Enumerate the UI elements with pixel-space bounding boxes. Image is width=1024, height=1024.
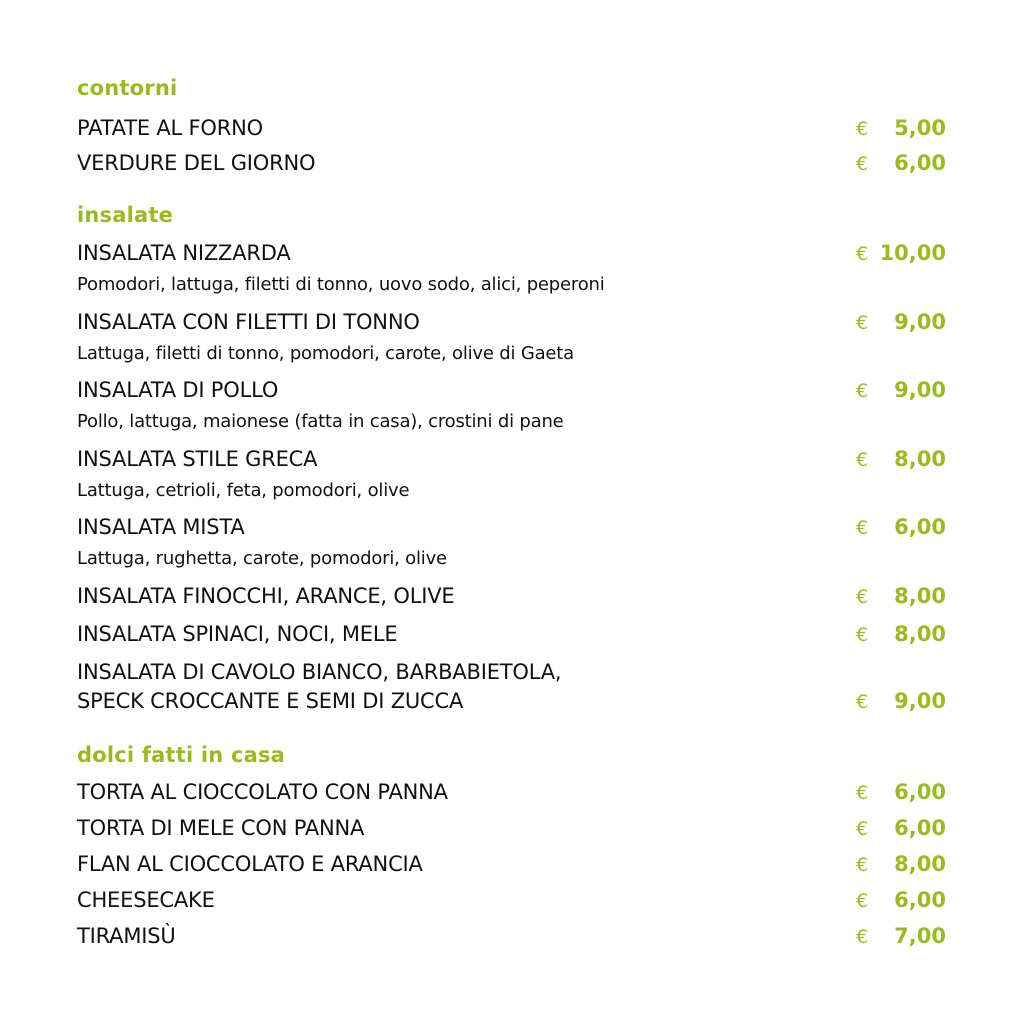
menu-item-name: INSALATA STILE GRECA <box>77 447 318 471</box>
menu-item-price <box>852 150 946 176</box>
menu-item-name-line-2: SPECK CROCCANTE E SEMI DI ZUCCA <box>77 689 464 713</box>
menu-item-description: Lattuga, rughetta, carote, pomodori, olive <box>77 548 447 569</box>
menu-item-name: INSALATA MISTA <box>77 515 245 539</box>
menu-item-name: INSALATA SPINACI, NOCI, MELE <box>77 622 398 646</box>
menu-item-description: Pomodori, lattuga, filetti di tonno, uovo sodo, alici, peperoni <box>77 274 605 295</box>
euro-sign: € <box>856 312 869 334</box>
menu-item-name-line-1: INSALATA DI CAVOLO BIANCO, BARBABIETOLA, <box>77 660 562 684</box>
menu-item-price <box>852 240 946 266</box>
euro-sign: € <box>856 691 869 713</box>
menu-item-price <box>852 514 946 540</box>
euro-sign: € <box>856 890 869 912</box>
price-amount: 5,00 <box>894 116 946 140</box>
menu-item-description: Pollo, lattuga, maionese (fatta in casa), crostini di pane <box>77 411 564 432</box>
euro-sign: € <box>856 854 869 876</box>
menu-item-name: PATATE AL FORNO <box>77 116 263 140</box>
euro-sign: € <box>856 926 869 948</box>
section-heading-contorni: contorni <box>77 76 178 100</box>
menu-item-price <box>852 887 946 913</box>
euro-sign: € <box>856 118 869 140</box>
menu-item-name: INSALATA FINOCCHI, ARANCE, OLIVE <box>77 584 455 608</box>
menu-item-price <box>852 923 946 949</box>
menu-item-price <box>852 851 946 877</box>
menu-item-name: TORTA AL CIOCCOLATO CON PANNA <box>77 780 448 804</box>
euro-sign: € <box>856 517 869 539</box>
menu-item-price <box>852 621 946 647</box>
price-amount: 8,00 <box>894 622 946 646</box>
euro-sign: € <box>856 586 869 608</box>
euro-sign: € <box>856 449 869 471</box>
menu-item-name: CHEESECAKE <box>77 888 215 912</box>
price-amount: 6,00 <box>894 151 946 175</box>
price-amount: 10,00 <box>879 241 946 265</box>
menu-item-description: Lattuga, filetti di tonno, pomodori, carote, olive di Gaeta <box>77 343 574 364</box>
price-amount: 6,00 <box>894 816 946 840</box>
price-amount: 9,00 <box>894 310 946 334</box>
section-heading-insalate: insalate <box>77 203 174 227</box>
price-amount: 7,00 <box>894 924 946 948</box>
section-heading-dolci: dolci fatti in casa <box>77 743 286 767</box>
menu-item-name: VERDURE DEL GIORNO <box>77 151 316 175</box>
menu-item-price <box>852 115 946 141</box>
euro-sign: € <box>856 153 869 175</box>
menu-item-description: Lattuga, cetrioli, feta, pomodori, olive <box>77 480 410 501</box>
menu-item-price <box>852 815 946 841</box>
euro-sign: € <box>856 624 869 646</box>
menu-item-price <box>852 446 946 472</box>
menu-item-name: INSALATA CON FILETTI DI TONNO <box>77 310 420 334</box>
euro-sign: € <box>856 380 869 402</box>
menu-item-name: INSALATA DI POLLO <box>77 378 279 402</box>
menu-item-price <box>852 688 946 714</box>
menu-item-name: INSALATA NIZZARDA <box>77 241 291 265</box>
price-amount: 6,00 <box>894 515 946 539</box>
menu-item-name: TORTA DI MELE CON PANNA <box>77 816 365 840</box>
euro-sign: € <box>856 243 869 265</box>
price-amount: 8,00 <box>894 584 946 608</box>
menu-item-price <box>852 309 946 335</box>
euro-sign: € <box>856 818 869 840</box>
price-amount: 6,00 <box>894 780 946 804</box>
price-amount: 8,00 <box>894 447 946 471</box>
menu-item-price <box>852 779 946 805</box>
menu-item-name: FLAN AL CIOCCOLATO E ARANCIA <box>77 852 423 876</box>
price-amount: 9,00 <box>894 378 946 402</box>
euro-sign: € <box>856 782 869 804</box>
price-amount: 8,00 <box>894 852 946 876</box>
price-amount: 6,00 <box>894 888 946 912</box>
price-amount: 9,00 <box>894 689 946 713</box>
menu-item-name: TIRAMISÙ <box>77 924 176 948</box>
menu-item-price <box>852 377 946 403</box>
menu-item-price <box>852 583 946 609</box>
